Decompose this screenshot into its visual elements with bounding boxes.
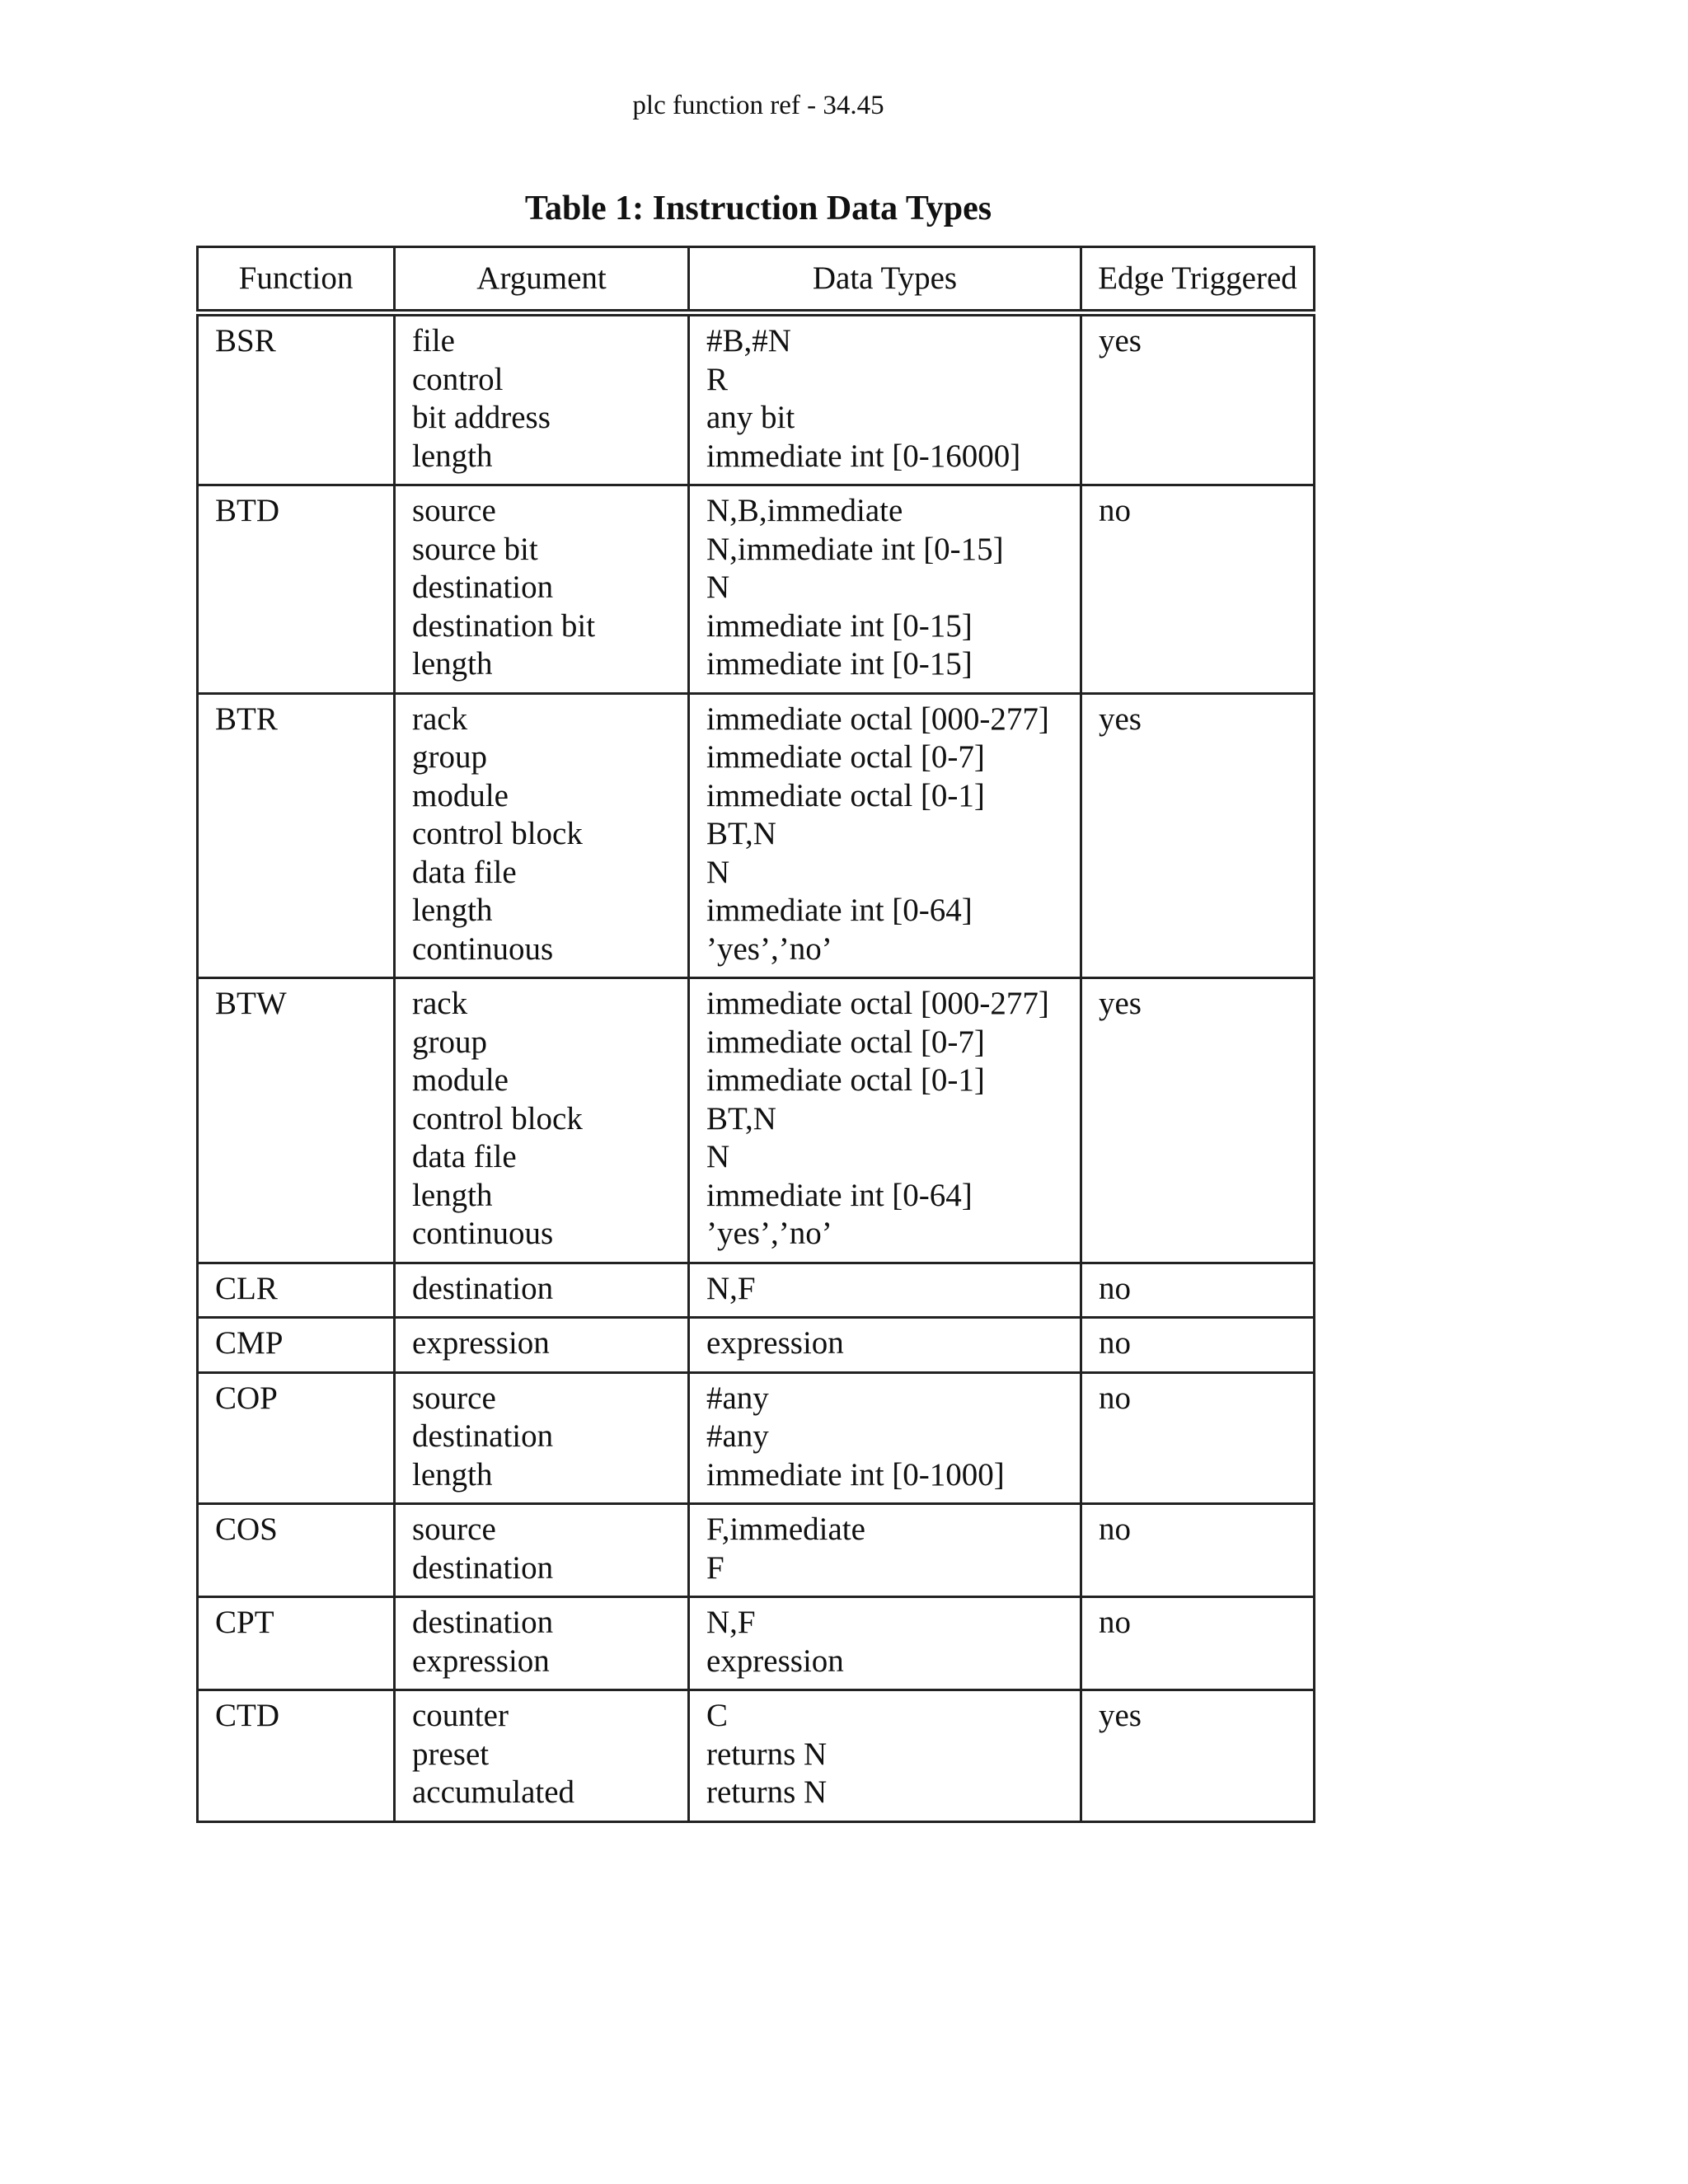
data-types-cell	[689, 1504, 1081, 1597]
argument-name: control block	[412, 1100, 583, 1137]
edge-triggered-cell	[1081, 313, 1315, 485]
data-types-cell	[689, 693, 1081, 978]
argument-name: continuous	[412, 930, 554, 967]
argument-name: destination	[412, 1549, 554, 1586]
data-type-value: N,immediate int [0-15]	[706, 531, 1004, 567]
argument-cell	[395, 1597, 689, 1690]
data-type-value: immediate int [0-15]	[706, 607, 973, 644]
argument-name: accumulated	[412, 1774, 575, 1810]
data-types-cell	[689, 1372, 1081, 1504]
function-cell	[198, 313, 395, 485]
function-cell	[198, 1263, 395, 1318]
argument-cell	[395, 485, 689, 694]
edge-triggered-cell	[1081, 1504, 1315, 1597]
data-type-value: BT,N	[706, 816, 776, 851]
table-body	[198, 313, 1315, 1822]
function-name: COP	[215, 1380, 278, 1416]
argument-name: rack	[412, 701, 468, 737]
function-name: BTD	[215, 493, 279, 528]
edge-triggered-cell	[1081, 978, 1315, 1263]
function-cell	[198, 485, 395, 694]
function-name: BTW	[215, 986, 287, 1021]
data-type-value: #any	[706, 1418, 769, 1454]
argument-name: data file	[412, 1139, 517, 1174]
data-type-value: immediate octal [000-277]	[706, 701, 1049, 737]
argument-cell	[395, 1263, 689, 1318]
edge-triggered-value: yes	[1099, 323, 1142, 359]
table-row	[198, 1690, 1315, 1822]
edge-triggered-value: yes	[1099, 986, 1142, 1021]
data-types-cell	[689, 313, 1081, 485]
table-row	[198, 313, 1315, 485]
argument-name: module	[412, 777, 509, 813]
data-type-value: #B,#N	[706, 323, 791, 359]
data-type-value: N,F	[706, 1605, 756, 1640]
edge-triggered-cell	[1081, 1597, 1315, 1690]
data-type-value: immediate int [0-1000]	[706, 1456, 1005, 1493]
page-header: plc function ref - 34.45	[632, 91, 884, 120]
argument-name: length	[412, 1456, 493, 1493]
edge-triggered-value: no	[1099, 1270, 1131, 1306]
data-type-value: #any	[706, 1380, 769, 1416]
function-name: COS	[215, 1511, 278, 1547]
edge-triggered-value: no	[1099, 1380, 1131, 1416]
argument-name: control	[412, 361, 504, 397]
edge-triggered-cell	[1081, 485, 1315, 694]
edge-triggered-value: no	[1099, 493, 1131, 528]
data-type-value: immediate octal [0-1]	[706, 777, 985, 813]
data-types-cell	[689, 978, 1081, 1263]
function-cell	[198, 693, 395, 978]
argument-name: destination	[412, 1270, 554, 1306]
function-name: CPT	[215, 1605, 274, 1640]
function-cell	[198, 1504, 395, 1597]
argument-cell	[395, 1690, 689, 1822]
argument-cell	[395, 1318, 689, 1373]
data-types-cell	[689, 485, 1081, 694]
data-type-value: R	[706, 361, 729, 397]
function-cell	[198, 1690, 395, 1822]
table-header-row	[198, 247, 1315, 313]
data-type-value: immediate int [0-64]	[706, 1177, 973, 1213]
data-type-value: immediate int [0-64]	[706, 893, 973, 928]
data-types-cell	[689, 1597, 1081, 1690]
argument-cell	[395, 693, 689, 978]
data-type-value: F,immediate	[706, 1511, 865, 1547]
data-type-value: N,F	[706, 1270, 756, 1306]
data-type-value: N	[706, 854, 730, 890]
function-cell	[198, 1372, 395, 1504]
data-type-value: F	[706, 1549, 724, 1586]
function-cell	[198, 1597, 395, 1690]
argument-name: source	[412, 493, 496, 528]
argument-name: continuous	[412, 1216, 554, 1251]
edge-triggered-value: yes	[1099, 1698, 1142, 1733]
edge-triggered-cell	[1081, 693, 1315, 978]
table-row	[198, 1372, 1315, 1504]
table-row	[198, 1263, 1315, 1318]
function-cell	[198, 978, 395, 1263]
column-header-function: Function	[198, 247, 395, 313]
data-type-value: returns N	[706, 1774, 828, 1810]
argument-name: destination bit	[412, 607, 596, 644]
column-header-edge-triggered: Edge Triggered	[1081, 247, 1315, 313]
column-header-data-types: Data Types	[689, 247, 1081, 313]
data-type-value: BT,N	[706, 1100, 776, 1137]
edge-triggered-value: no	[1099, 1325, 1131, 1361]
data-type-value: any bit	[706, 400, 795, 435]
argument-name: destination	[412, 1418, 554, 1454]
data-type-value: immediate octal [0-7]	[706, 739, 985, 775]
data-type-value: ’yes’,’no’	[706, 930, 832, 967]
table-row	[198, 978, 1315, 1263]
table-row	[198, 485, 1315, 694]
data-type-value: N	[706, 1139, 730, 1174]
edge-triggered-cell	[1081, 1690, 1315, 1822]
argument-cell	[395, 1504, 689, 1597]
table-row	[198, 1318, 1315, 1373]
argument-cell	[395, 978, 689, 1263]
argument-name: destination	[412, 569, 554, 605]
argument-name: control block	[412, 816, 583, 851]
edge-triggered-value: no	[1099, 1605, 1131, 1640]
data-type-value: returns N	[706, 1736, 828, 1772]
function-name: CMP	[215, 1325, 284, 1361]
data-type-value: N,B,immediate	[706, 493, 903, 528]
data-types-cell	[689, 1318, 1081, 1373]
argument-name: preset	[412, 1736, 490, 1772]
column-header-argument: Argument	[395, 247, 689, 313]
argument-name: expression	[412, 1643, 550, 1679]
data-type-value: immediate int [0-16000]	[706, 438, 1021, 474]
argument-name: length	[412, 1177, 493, 1213]
argument-name: rack	[412, 986, 468, 1021]
data-type-value: expression	[706, 1643, 844, 1679]
argument-name: destination	[412, 1605, 554, 1640]
argument-name: counter	[412, 1698, 509, 1733]
argument-name: source	[412, 1511, 496, 1547]
argument-name: module	[412, 1062, 509, 1098]
argument-name: group	[412, 739, 487, 775]
data-type-value: immediate octal [000-277]	[706, 986, 1049, 1021]
edge-triggered-cell	[1081, 1372, 1315, 1504]
data-type-value: N	[706, 569, 730, 605]
argument-name: source	[412, 1380, 496, 1416]
argument-cell	[395, 1372, 689, 1504]
data-types-cell	[689, 1263, 1081, 1318]
argument-name: data file	[412, 854, 517, 890]
argument-cell	[395, 313, 689, 485]
argument-name: length	[412, 893, 493, 928]
data-type-value: ’yes’,’no’	[706, 1216, 832, 1251]
argument-name: source bit	[412, 531, 538, 567]
table-row	[198, 693, 1315, 978]
argument-name: length	[412, 646, 493, 682]
data-type-value: immediate octal [0-1]	[706, 1062, 985, 1098]
data-type-value: expression	[706, 1325, 844, 1361]
function-cell	[198, 1318, 395, 1373]
edge-triggered-cell	[1081, 1263, 1315, 1318]
argument-name: expression	[412, 1325, 550, 1361]
data-types-cell	[689, 1690, 1081, 1822]
function-name: BSR	[215, 323, 276, 359]
data-type-value: immediate int [0-15]	[706, 646, 973, 682]
function-name: CLR	[215, 1270, 278, 1306]
data-type-value: C	[706, 1698, 729, 1733]
argument-name: bit address	[412, 400, 551, 435]
data-type-value: immediate octal [0-7]	[706, 1024, 985, 1060]
edge-triggered-value: yes	[1099, 701, 1142, 737]
argument-name: length	[412, 438, 493, 474]
edge-triggered-value: no	[1099, 1511, 1131, 1547]
function-name: BTR	[215, 701, 278, 737]
function-name: CTD	[215, 1698, 279, 1733]
argument-name: file	[412, 323, 455, 359]
instruction-data-types-table	[196, 246, 1315, 1823]
edge-triggered-cell	[1081, 1318, 1315, 1373]
table-title: Table 1: Instruction Data Types	[524, 190, 992, 227]
argument-name: group	[412, 1024, 487, 1060]
table-row	[198, 1504, 1315, 1597]
table-row	[198, 1597, 1315, 1690]
